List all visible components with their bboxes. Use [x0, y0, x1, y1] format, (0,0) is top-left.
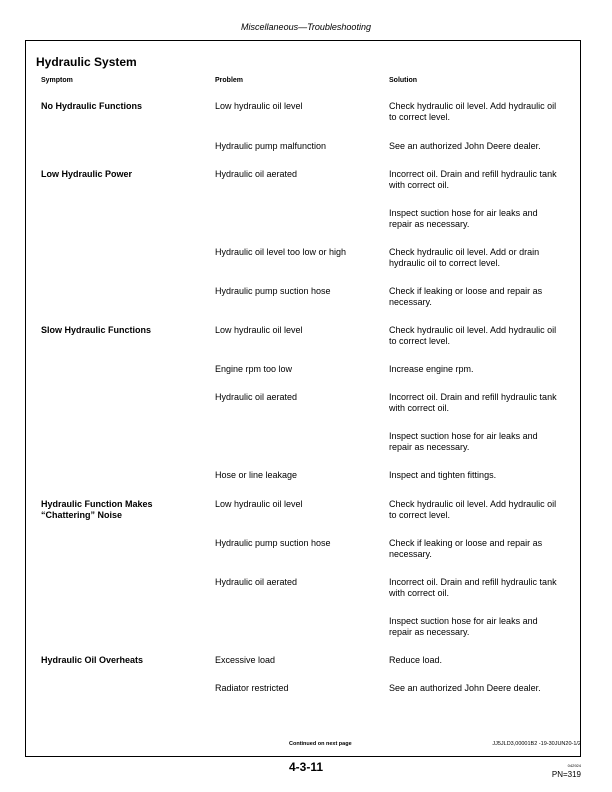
problem-cell: Hydraulic pump suction hose	[215, 286, 331, 296]
solution-cell: See an authorized John Deere dealer.	[389, 141, 541, 151]
problem-cell: Radiator restricted	[215, 683, 289, 693]
solution-cell: Incorrect oil. Drain and refill hydraulic tank with correct oil.	[389, 577, 557, 598]
column-header-problem: Problem	[215, 77, 244, 84]
solution-cell: Check hydraulic oil level. Add hydraulic oil to correct level.	[389, 499, 557, 520]
solution-cell: Check hydraulic oil level. Add hydraulic oil to correct level.	[389, 101, 557, 122]
solution-cell: Incorrect oil. Drain and refill hydraulic tank with correct oil.	[389, 169, 557, 190]
solution-cell: Inspect suction hose for air leaks and repair as necessary.	[389, 616, 538, 637]
solution-cell: Inspect suction hose for air leaks and repair as necessary.	[389, 431, 538, 452]
problem-cell: Hose or line leakage	[215, 470, 298, 480]
problem-cell: Hydraulic oil level too low or high	[215, 247, 347, 257]
solution-cell: Check if leaking or loose and repair as necessary.	[389, 286, 543, 307]
print-code: 042924	[567, 763, 581, 768]
solution-cell: Check hydraulic oil level. Add or drain hydraulic oil to correct level.	[389, 247, 540, 268]
column-header-solution: Solution	[389, 77, 417, 84]
section-title: Hydraulic System	[36, 55, 137, 69]
solution-cell: Inspect suction hose for air leaks and repair as necessary.	[389, 208, 538, 229]
continued-notice: Continued on next page	[289, 741, 352, 747]
solution-cell: Incorrect oil. Drain and refill hydraulic tank with correct oil.	[389, 392, 557, 413]
problem-cell: Engine rpm too low	[215, 364, 293, 374]
problem-cell: Excessive load	[215, 655, 276, 665]
problem-cell: Hydraulic oil aerated	[215, 392, 298, 402]
pn-number: PN=319	[551, 770, 581, 779]
problem-cell: Low hydraulic oil level	[215, 325, 303, 335]
symptom-cell: No Hydraulic Functions	[41, 101, 143, 111]
solution-cell: Check if leaking or loose and repair as necessary.	[389, 538, 543, 559]
footer-divider	[25, 756, 581, 757]
symptom-cell: Slow Hydraulic Functions	[41, 325, 152, 335]
problem-cell: Low hydraulic oil level	[215, 101, 303, 111]
solution-cell: Reduce load.	[389, 655, 443, 665]
problem-cell: Hydraulic oil aerated	[215, 577, 298, 587]
symptom-cell: Low Hydraulic Power	[41, 169, 133, 179]
problem-cell: Hydraulic pump malfunction	[215, 141, 327, 151]
symptom-cell: Hydraulic Function Makes “Chattering” Noise	[41, 499, 153, 520]
running-header: Miscellaneous—Troubleshooting	[241, 22, 371, 32]
document-reference: JJ5JLD3,00001B2 -19-30JUN20-1/2	[492, 741, 581, 747]
solution-cell: Increase engine rpm.	[389, 364, 474, 374]
problem-cell: Hydraulic pump suction hose	[215, 538, 331, 548]
column-header-symptom: Symptom	[41, 77, 73, 84]
problem-cell: Low hydraulic oil level	[215, 499, 303, 509]
solution-cell: Inspect and tighten fittings.	[389, 470, 497, 480]
symptom-cell: Hydraulic Oil Overheats	[41, 655, 144, 665]
problem-cell: Hydraulic oil aerated	[215, 169, 298, 179]
solution-cell: See an authorized John Deere dealer.	[389, 683, 541, 693]
page-number: 4-3-11	[288, 760, 324, 774]
solution-cell: Check hydraulic oil level. Add hydraulic oil to correct level.	[389, 325, 557, 346]
